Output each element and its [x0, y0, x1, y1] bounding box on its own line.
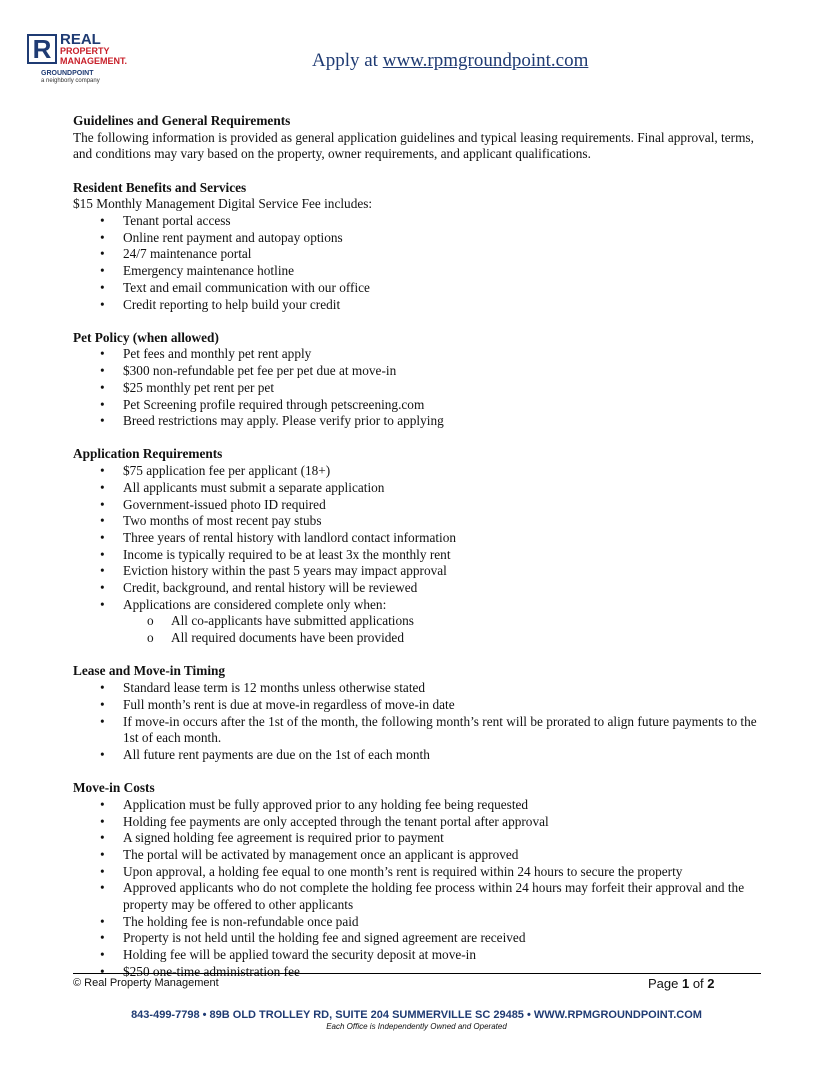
footer-copyright: © Real Property Management — [73, 977, 219, 989]
list-item: • Two months of most recent pay stubs — [73, 513, 773, 530]
move-in-costs-list — [73, 797, 773, 981]
logo-text-groundpoint: GROUNDPOINT — [41, 70, 94, 77]
pet-policy-heading: Pet Policy (when allowed) — [73, 329, 219, 345]
list-item: • Applications are considered complete only when: — [73, 597, 773, 614]
apply-header — [312, 50, 588, 72]
pet-policy-list — [73, 346, 773, 430]
page-prefix: Page — [648, 976, 682, 991]
footer-divider — [73, 973, 761, 974]
list-item: • Tenant portal access — [73, 213, 773, 230]
list-item: • Full month’s rent is due at move-in regardless of move-in date — [73, 697, 773, 714]
list-item: o All required documents have been provided — [123, 630, 773, 647]
apply-prefix: Apply at — [312, 50, 383, 71]
lease-list — [73, 680, 773, 764]
list-item: • Application must be fully approved prior to any holding fee being requested — [73, 797, 773, 814]
list-item: • All applicants must submit a separate application — [73, 480, 773, 497]
list-item: • $300 non-refundable pet fee per pet due at move-in — [73, 363, 773, 380]
list-item: • Government-issued photo ID required — [73, 497, 773, 514]
list-item: • If move-in occurs after the 1st of the month, the following month’s rent will be prorated to align future payments to the 1st of each month. — [73, 714, 773, 747]
move-in-costs-heading: Move-in Costs — [73, 780, 155, 796]
logo-mark: R — [27, 34, 57, 64]
list-item: • Pet fees and monthly pet rent apply — [73, 346, 773, 363]
list-item: • A signed holding fee agreement is required prior to payment — [73, 830, 773, 847]
list-item: • Property is not held until the holding fee and signed agreement are received — [73, 930, 773, 947]
list-item: • The portal will be activated by management once an applicant is approved — [73, 847, 773, 864]
list-item: • Breed restrictions may apply. Please verify prior to applying — [73, 413, 773, 430]
application-section — [73, 446, 773, 646]
list-item: • Online rent payment and autopay options — [73, 230, 773, 247]
list-item: • Pet Screening profile required through petscreening.com — [73, 397, 773, 414]
list-item: • Text and email communication with our office — [73, 280, 773, 297]
benefits-section — [73, 180, 773, 314]
logo-text-real: REAL — [60, 31, 101, 48]
list-item: • 24/7 maintenance portal — [73, 246, 773, 263]
guidelines-section — [73, 113, 773, 163]
list-item: • $250 one-time administration fee — [73, 964, 773, 981]
list-item: • Income is typically required to be at least 3x the monthly rent — [73, 547, 773, 564]
page-total: 2 — [707, 976, 715, 991]
list-item: • $25 monthly pet rent per pet — [73, 380, 773, 397]
lease-heading: Lease and Move-in Timing — [73, 663, 226, 679]
logo-text-neighborly: a neighborly company — [41, 78, 100, 84]
benefits-intro: $15 Monthly Management Digital Service Fee includes: — [73, 196, 373, 212]
list-item: • All future rent payments are due on the 1st of each month — [73, 747, 773, 764]
list-item: • Credit, background, and rental history will be reviewed — [73, 580, 773, 597]
pet-policy-section — [73, 330, 773, 430]
lease-section — [73, 663, 773, 763]
list-item: • Holding fee payments are only accepted through the tenant portal after approval — [73, 814, 773, 831]
list-item: • Three years of rental history with landlord contact information — [73, 530, 773, 547]
guidelines-heading: Guidelines and General Requirements — [73, 113, 291, 128]
list-item: • Credit reporting to help build your credit — [73, 297, 773, 314]
apply-website-link[interactable]: www.rpmgroundpoint.com — [382, 50, 589, 71]
benefits-heading: Resident Benefits and Services — [73, 179, 247, 195]
footer-tagline: Each Office is Independently Owned and Operated — [326, 1022, 507, 1031]
list-item: • $75 application fee per applicant (18+) — [73, 463, 773, 480]
logo-text-property-management: PROPERTY MANAGEMENT. — [60, 46, 127, 66]
list-item: • Approved applicants who do not complete the holding fee process within 24 hours may forfeit their approval and the property may be offered to other applicants — [73, 880, 773, 913]
list-item: • Eviction history within the past 5 years may impact approval — [73, 563, 773, 580]
list-item: • Standard lease term is 12 months unless otherwise stated — [73, 680, 773, 697]
application-heading: Application Requirements — [73, 446, 223, 462]
list-item: • Holding fee will be applied toward the security deposit at move-in — [73, 947, 773, 964]
move-in-costs-section — [73, 780, 773, 980]
document-body — [73, 113, 773, 997]
list-item: • The holding fee is non-refundable once paid — [73, 914, 773, 931]
application-sub-list — [123, 613, 773, 646]
footer-contact-line: 843-499-7798 • 89B OLD TROLLEY RD, SUITE 204 SUMMERVILLE SC 29485 • WWW.RPMGROUNDPOINT.COM — [131, 1009, 702, 1021]
list-item: o All co-applicants have submitted applications — [123, 613, 773, 630]
company-logo — [27, 32, 127, 86]
page-of: of — [689, 976, 708, 991]
guidelines-text: The following information is provided as general application guidelines and typical leasing requirements. Final approval, terms, and conditions may vary based on the property, owner requirements, and applicant qualifications. — [73, 129, 754, 162]
page-number — [648, 976, 715, 991]
application-list — [73, 463, 773, 613]
list-item: • Upon approval, a holding fee equal to one month’s rent is required within 24 hours to secure the property — [73, 864, 773, 881]
list-item: • Emergency maintenance hotline — [73, 263, 773, 280]
benefits-list — [73, 213, 773, 313]
page-current: 1 — [681, 976, 690, 991]
